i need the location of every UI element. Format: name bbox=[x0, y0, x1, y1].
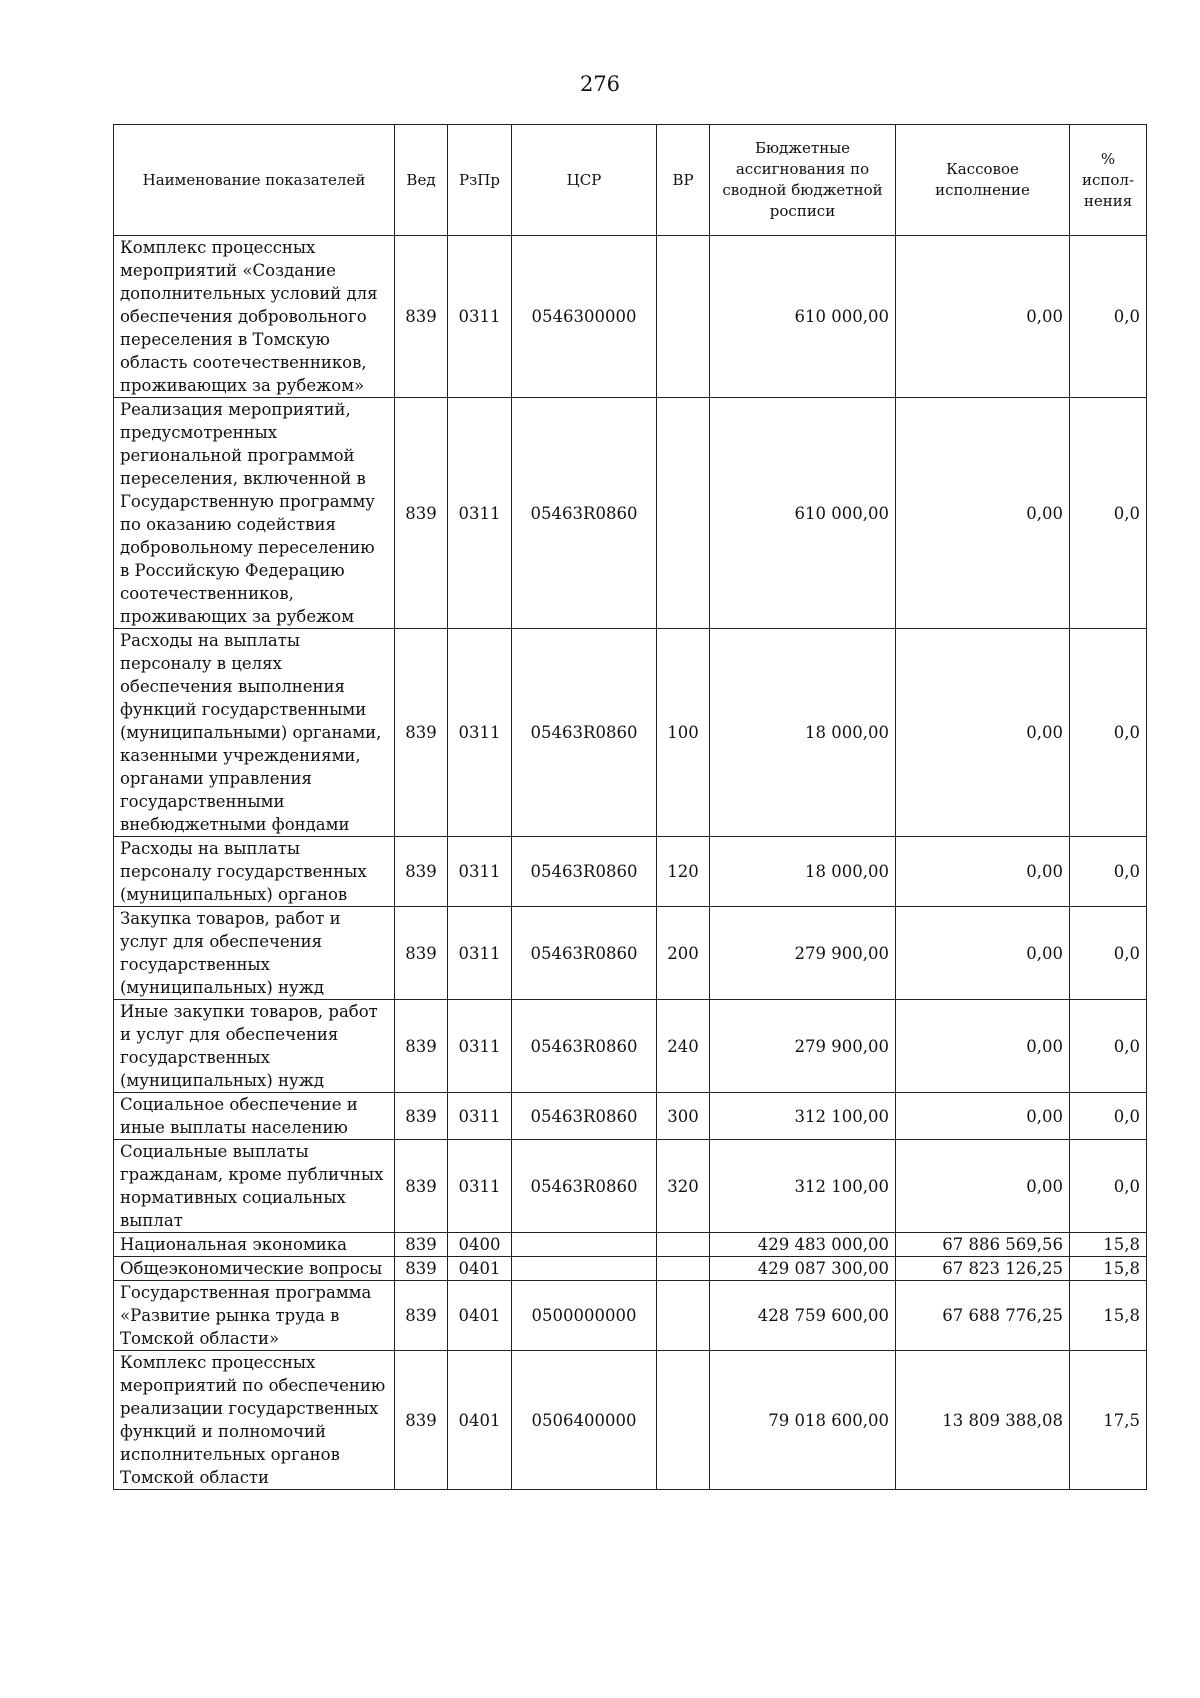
cell-vr: 240 bbox=[657, 1000, 710, 1093]
cell-pct: 0,0 bbox=[1070, 1093, 1147, 1140]
table-row bbox=[114, 837, 1147, 907]
header-name: Наименование показателей bbox=[114, 125, 395, 236]
cell-vr: 100 bbox=[657, 629, 710, 837]
cell-ved: 839 bbox=[395, 837, 448, 907]
cell-vr: 200 bbox=[657, 907, 710, 1000]
cell-csr: 05463R0860 bbox=[512, 1140, 657, 1233]
cell-ved: 839 bbox=[395, 1233, 448, 1257]
cell-name: Общеэкономические вопросы bbox=[114, 1257, 395, 1281]
cell-fact: 67 823 126,25 bbox=[896, 1257, 1070, 1281]
cell-csr: 05463R0860 bbox=[512, 1093, 657, 1140]
cell-plan: 610 000,00 bbox=[710, 236, 896, 398]
cell-plan: 279 900,00 bbox=[710, 1000, 896, 1093]
header-rzpr: РзПр bbox=[448, 125, 512, 236]
table-row bbox=[114, 236, 1147, 398]
cell-ved: 839 bbox=[395, 398, 448, 629]
cell-ved: 839 bbox=[395, 629, 448, 837]
cell-vr bbox=[657, 1351, 710, 1490]
cell-fact: 0,00 bbox=[896, 837, 1070, 907]
cell-fact: 0,00 bbox=[896, 398, 1070, 629]
table-row bbox=[114, 398, 1147, 629]
cell-name: Иные закупки товаров, работ и услуг для обеспечения государственных (муниципальных) нужд bbox=[114, 1000, 395, 1093]
cell-ved: 839 bbox=[395, 1000, 448, 1093]
cell-plan: 312 100,00 bbox=[710, 1140, 896, 1233]
cell-pct: 0,0 bbox=[1070, 398, 1147, 629]
cell-plan: 18 000,00 bbox=[710, 629, 896, 837]
cell-name: Социальное обеспечение и иные выплаты населению bbox=[114, 1093, 395, 1140]
cell-rzpr: 0311 bbox=[448, 907, 512, 1000]
table-row bbox=[114, 629, 1147, 837]
cell-rzpr: 0311 bbox=[448, 236, 512, 398]
cell-plan: 79 018 600,00 bbox=[710, 1351, 896, 1490]
table-row bbox=[114, 1351, 1147, 1490]
cell-pct: 0,0 bbox=[1070, 629, 1147, 837]
table-row bbox=[114, 1257, 1147, 1281]
cell-plan: 18 000,00 bbox=[710, 837, 896, 907]
cell-rzpr: 0311 bbox=[448, 837, 512, 907]
header-csr: ЦСР bbox=[512, 125, 657, 236]
cell-plan: 429 483 000,00 bbox=[710, 1233, 896, 1257]
cell-fact: 67 886 569,56 bbox=[896, 1233, 1070, 1257]
cell-vr: 120 bbox=[657, 837, 710, 907]
cell-ved: 839 bbox=[395, 1093, 448, 1140]
header-fact: Кассовое исполнение bbox=[896, 125, 1070, 236]
cell-name: Закупка товаров, работ и услуг для обеспечения государственных (муниципальных) нужд bbox=[114, 907, 395, 1000]
cell-fact: 0,00 bbox=[896, 1000, 1070, 1093]
cell-fact: 13 809 388,08 bbox=[896, 1351, 1070, 1490]
cell-name: Расходы на выплаты персоналу государственных (муниципальных) органов bbox=[114, 837, 395, 907]
cell-vr: 320 bbox=[657, 1140, 710, 1233]
cell-rzpr: 0401 bbox=[448, 1281, 512, 1351]
cell-plan: 279 900,00 bbox=[710, 907, 896, 1000]
cell-name: Комплекс процессных мероприятий по обеспечению реализации государственных функций и полномочий исполнительных органов Томской области bbox=[114, 1351, 395, 1490]
cell-pct: 0,0 bbox=[1070, 236, 1147, 398]
cell-name: Комплекс процессных мероприятий «Создание дополнительных условий для обеспечения добровольного переселения в Томскую область соотечественников, проживающих за рубежом» bbox=[114, 236, 395, 398]
cell-csr: 0500000000 bbox=[512, 1281, 657, 1351]
page-number: 276 bbox=[579, 72, 621, 96]
cell-vr bbox=[657, 236, 710, 398]
cell-plan: 610 000,00 bbox=[710, 398, 896, 629]
cell-ved: 839 bbox=[395, 1351, 448, 1490]
cell-csr: 05463R0860 bbox=[512, 398, 657, 629]
cell-pct: 0,0 bbox=[1070, 1140, 1147, 1233]
cell-vr bbox=[657, 1257, 710, 1281]
cell-pct: 17,5 bbox=[1070, 1351, 1147, 1490]
cell-vr bbox=[657, 398, 710, 629]
cell-pct: 0,0 bbox=[1070, 1000, 1147, 1093]
table-header-row bbox=[114, 125, 1147, 236]
cell-ved: 839 bbox=[395, 1257, 448, 1281]
budget-execution-table bbox=[113, 124, 1147, 1490]
table-row bbox=[114, 1233, 1147, 1257]
cell-name: Социальные выплаты гражданам, кроме публичных нормативных социальных выплат bbox=[114, 1140, 395, 1233]
cell-name: Расходы на выплаты персоналу в целях обеспечения выполнения функций государственными (муниципальными) органами, казенными учреждениями, органами управления государственными внебюджетными фондами bbox=[114, 629, 395, 837]
cell-ved: 839 bbox=[395, 236, 448, 398]
cell-csr: 05463R0860 bbox=[512, 837, 657, 907]
cell-vr: 300 bbox=[657, 1093, 710, 1140]
cell-vr bbox=[657, 1233, 710, 1257]
cell-csr: 0506400000 bbox=[512, 1351, 657, 1490]
cell-plan: 312 100,00 bbox=[710, 1093, 896, 1140]
cell-rzpr: 0311 bbox=[448, 1000, 512, 1093]
cell-rzpr: 0311 bbox=[448, 629, 512, 837]
cell-fact: 67 688 776,25 bbox=[896, 1281, 1070, 1351]
cell-rzpr: 0400 bbox=[448, 1233, 512, 1257]
table-row bbox=[114, 907, 1147, 1000]
cell-rzpr: 0311 bbox=[448, 1093, 512, 1140]
cell-plan: 429 087 300,00 bbox=[710, 1257, 896, 1281]
cell-plan: 428 759 600,00 bbox=[710, 1281, 896, 1351]
cell-fact: 0,00 bbox=[896, 907, 1070, 1000]
cell-name: Национальная экономика bbox=[114, 1233, 395, 1257]
header-pct: % испол-нения bbox=[1070, 125, 1147, 236]
cell-ved: 839 bbox=[395, 1281, 448, 1351]
header-ved: Вед bbox=[395, 125, 448, 236]
cell-fact: 0,00 bbox=[896, 629, 1070, 837]
header-plan: Бюджетные ассигнования по сводной бюджетной росписи bbox=[710, 125, 896, 236]
cell-rzpr: 0311 bbox=[448, 1140, 512, 1233]
table-row bbox=[114, 1281, 1147, 1351]
cell-name: Государственная программа «Развитие рынка труда в Томской области» bbox=[114, 1281, 395, 1351]
cell-csr bbox=[512, 1233, 657, 1257]
cell-fact: 0,00 bbox=[896, 1140, 1070, 1233]
table-row bbox=[114, 1093, 1147, 1140]
cell-csr: 05463R0860 bbox=[512, 629, 657, 837]
cell-vr bbox=[657, 1281, 710, 1351]
cell-csr: 05463R0860 bbox=[512, 1000, 657, 1093]
cell-ved: 839 bbox=[395, 1140, 448, 1233]
cell-rzpr: 0401 bbox=[448, 1257, 512, 1281]
cell-name: Реализация мероприятий, предусмотренных региональной программой переселения, включенной в Государственную программу по оказанию содействия добровольному переселению в Российскую Федерацию соотечественников, проживающих за рубежом bbox=[114, 398, 395, 629]
cell-pct: 0,0 bbox=[1070, 837, 1147, 907]
cell-ved: 839 bbox=[395, 907, 448, 1000]
cell-pct: 15,8 bbox=[1070, 1281, 1147, 1351]
cell-csr bbox=[512, 1257, 657, 1281]
table-row bbox=[114, 1140, 1147, 1233]
cell-rzpr: 0311 bbox=[448, 398, 512, 629]
cell-fact: 0,00 bbox=[896, 1093, 1070, 1140]
cell-fact: 0,00 bbox=[896, 236, 1070, 398]
table-row bbox=[114, 1000, 1147, 1093]
cell-csr: 0546300000 bbox=[512, 236, 657, 398]
cell-rzpr: 0401 bbox=[448, 1351, 512, 1490]
cell-pct: 15,8 bbox=[1070, 1233, 1147, 1257]
header-vr: ВР bbox=[657, 125, 710, 236]
cell-pct: 0,0 bbox=[1070, 907, 1147, 1000]
cell-csr: 05463R0860 bbox=[512, 907, 657, 1000]
cell-pct: 15,8 bbox=[1070, 1257, 1147, 1281]
